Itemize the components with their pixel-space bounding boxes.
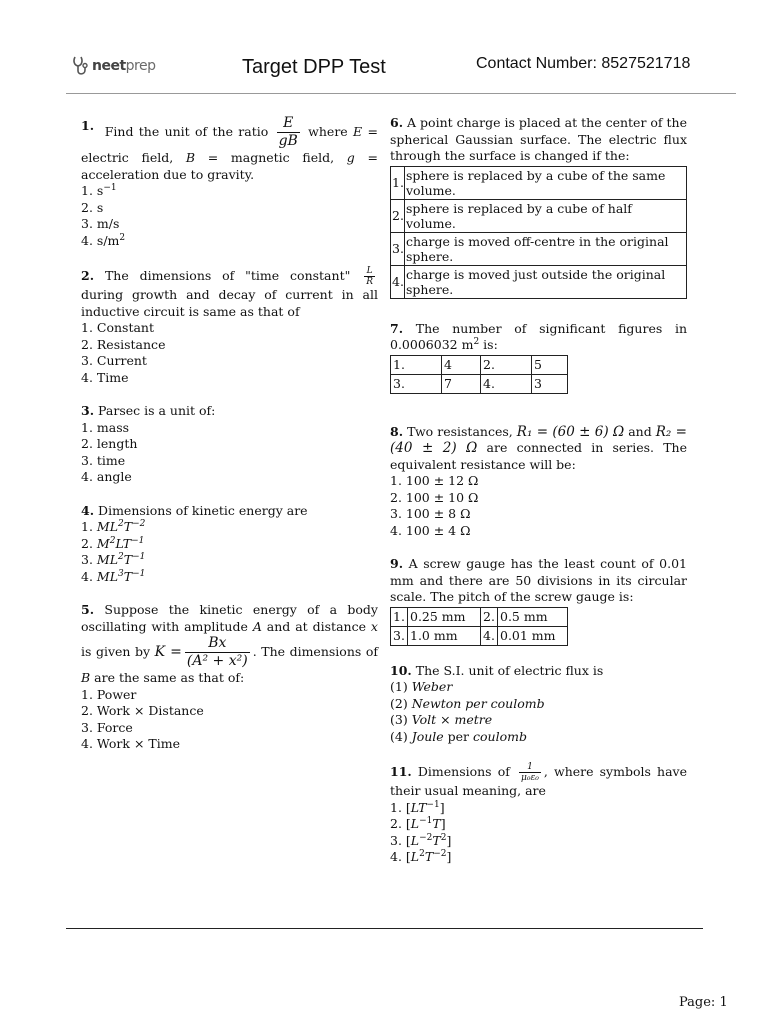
- question-11-text: 11. Dimensions of $\frac{1}{\text{μ₀ε₀}}$ , where symbols have their usual meaning, are: [390, 762, 687, 798]
- option: 2. s: [81, 199, 104, 215]
- table-row: 4. charge is moved just outside the original sphere.: [391, 265, 687, 298]
- question-5-text: 5. Suppose the kinetic energy of a body oscillating with amplitude A and at distance x is given by K = $\frac{Bx}{\text{(A² + x²)}}$ . The dimensions of B are the same as that of:: [81, 602, 378, 685]
- option: 4. $ML^3T^{-1}$: [81, 568, 146, 584]
- option: 1. $[LT^{-1}]$: [390, 799, 445, 815]
- neetprep-logo: [72, 55, 156, 77]
- question-3: [81, 403, 378, 486]
- table-row: 1. 4 2. 5: [391, 355, 568, 374]
- option: 3. $ML^2T^{-1}$: [81, 551, 146, 567]
- page-header: [0, 0, 768, 95]
- option: 3. $[L^{-2}T^2]$: [390, 832, 452, 848]
- option: 2. $M^2LT^{-1}$: [81, 535, 145, 551]
- table-row: 2. sphere is replaced by a cube of half volume.: [391, 199, 687, 232]
- question-5: [81, 602, 378, 753]
- question-8-text: 8. Two resistances, R₁ = (60 ± 6) Ω and R₂ = (40 ± 2) Ω are connected in series. The equivalent resistance will be:: [390, 423, 687, 472]
- question-6-text: 6. A point charge is placed at the center of the spherical Gaussian surface. The electric flux through the surface is changed if the:: [390, 115, 687, 163]
- option: 4. angle: [81, 469, 132, 484]
- option: 2. length: [81, 436, 138, 451]
- right-column: [390, 115, 687, 883]
- question-9-options-grid: [390, 607, 568, 646]
- footer-divider: [66, 928, 703, 929]
- question-6: [390, 115, 687, 299]
- table-row: 3. 7 4. 3: [391, 374, 568, 393]
- option: 1. $ML^2T^{-2}$: [81, 518, 146, 534]
- option: 4. Time: [81, 369, 129, 385]
- question-9: [390, 556, 687, 646]
- option: 2. 100 ± 10 Ω: [390, 489, 479, 505]
- option: 4. $[L^2T^{-2}]$: [390, 848, 452, 864]
- option: (4) Joule per coulomb: [390, 728, 527, 744]
- option: 1. mass: [81, 419, 130, 435]
- table-row: 1. sphere is replaced by a cube of the same volume.: [391, 166, 687, 199]
- option: 2. $[L^{-1}T]$: [390, 815, 446, 831]
- question-9-text: 9. A screw gauge has the least count of 0.01 mm and there are 50 divisions in its circular scale. The pitch of the screw gauge is:: [390, 556, 688, 604]
- question-1-text: 1. Find the unit of the ratio $\frac{E}{gB}$ where E = electric field, B = magnetic field, g = acceleration due to gravity.: [81, 115, 378, 182]
- option: 3. 100 ± 8 Ω: [390, 506, 471, 521]
- option: 1. Power: [81, 686, 137, 702]
- option: 3. Force: [81, 719, 133, 735]
- option: 4. $s/m^2$: [81, 232, 126, 248]
- option: 1. 100 ± 12 Ω: [390, 473, 479, 488]
- question-11: [390, 762, 687, 866]
- stethoscope-icon: [72, 55, 90, 77]
- page-title: Target DPP Test: [242, 56, 386, 78]
- option: (1) Weber: [390, 679, 453, 694]
- question-10: [390, 663, 687, 746]
- page-number: Page: 1: [679, 995, 728, 1010]
- question-3-text: 3. Parsec is a unit of:: [81, 403, 216, 418]
- option: (3) Volt × metre: [390, 712, 493, 727]
- fraction-E-over-gB: $\frac{E}{gB}$: [278, 115, 298, 149]
- option: 4. Work × Time: [81, 736, 180, 751]
- question-6-options-table: [390, 166, 687, 299]
- fraction-1-over-mu0-eps0: $\frac{1}{\text{μ₀ε₀}}$: [521, 762, 539, 783]
- table-row: 3. charge is moved off-centre in the original sphere.: [391, 232, 687, 265]
- option: 1. $s^{-1}$: [81, 182, 117, 198]
- table-row: 1. 0.25 mm 2. 0.5 mm: [391, 607, 568, 626]
- header-divider: [66, 93, 736, 94]
- question-1: [81, 115, 378, 249]
- option: 3. m/s: [81, 216, 120, 231]
- question-7: [390, 321, 687, 394]
- question-8: [390, 424, 687, 540]
- question-4-text: 4. Dimensions of kinetic energy are: [81, 502, 308, 518]
- option: 2. Resistance: [81, 336, 166, 352]
- contact-number: Contact Number: 8527521718: [476, 55, 691, 72]
- question-10-text: 10. The S.I. unit of electric flux is: [390, 662, 604, 678]
- logo-main-text: neet: [92, 58, 126, 74]
- option: 4. 100 ± 4 Ω: [390, 522, 471, 538]
- option: 3. time: [81, 452, 126, 468]
- option: 1. Constant: [81, 320, 155, 335]
- logo-sub-text: prep: [125, 58, 156, 74]
- option: 3. Current: [81, 353, 147, 368]
- question-7-text: 7. The number of significant figures in 0.0006032 $m^2$ is:: [390, 320, 687, 352]
- table-row: 3. 1.0 mm 4. 0.01 mm: [391, 626, 568, 645]
- option: 2. Work × Distance: [81, 703, 204, 718]
- question-2: [81, 266, 378, 386]
- question-2-text: 2. The dimensions of "time constant" $\frac{L}{R}$ during growth and decay of current in all inductive circuit is same as that of: [81, 266, 378, 319]
- question-7-options-grid: [390, 355, 568, 394]
- fraction-Bx: $\frac{Bx}{\text{(A² + x²)}}$: [186, 635, 248, 669]
- question-4: [81, 503, 378, 586]
- left-column: [81, 115, 378, 770]
- fraction-L-over-R: $\frac{L}{R}$: [366, 266, 373, 287]
- option: (2) Newton per coulomb: [390, 695, 545, 711]
